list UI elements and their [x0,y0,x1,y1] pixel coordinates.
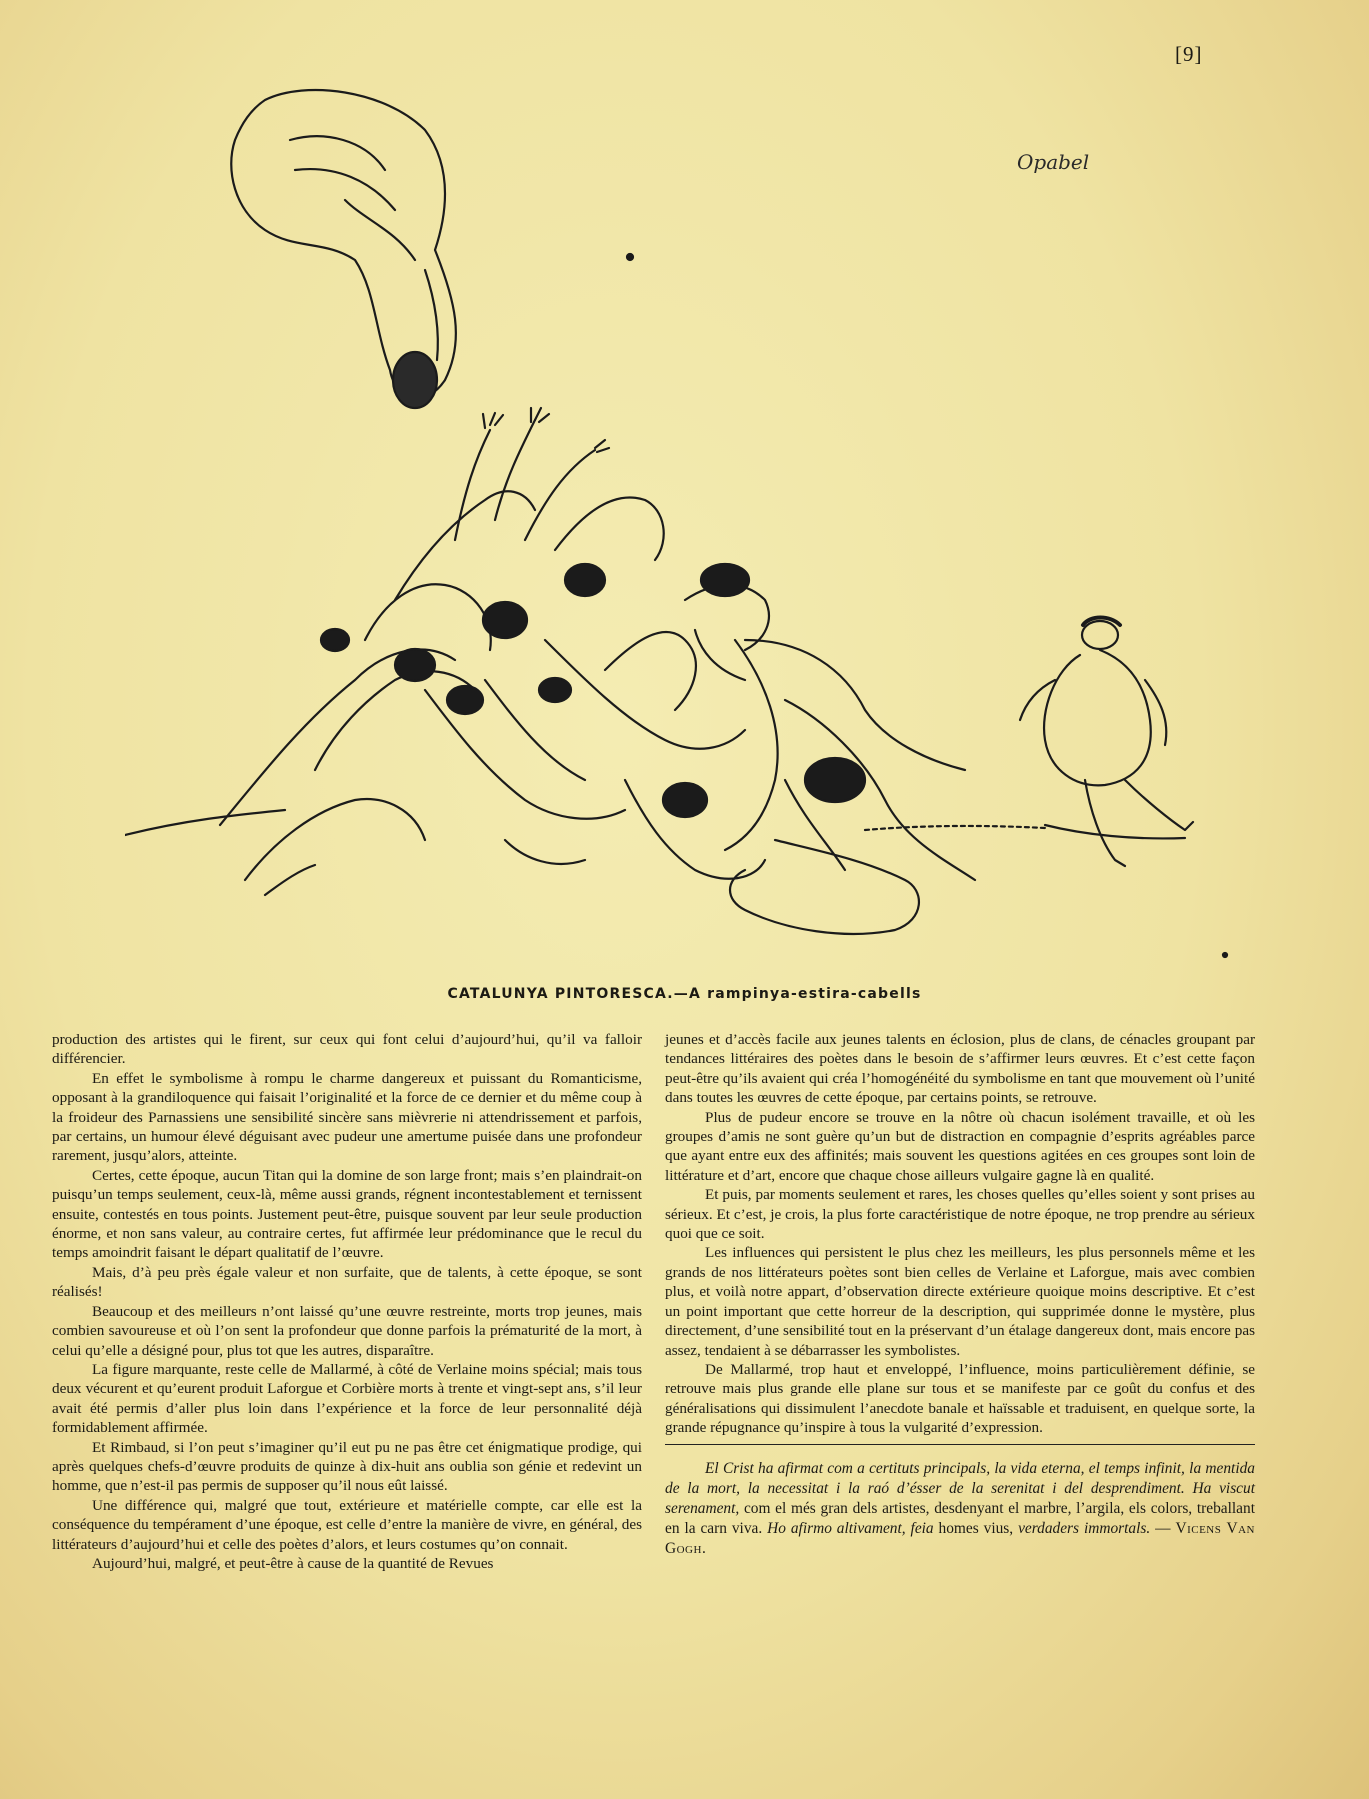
quote-dash: — [1150,1519,1176,1537]
cartoon-illustration [125,80,1235,980]
section-divider [665,1444,1255,1445]
left-text-column [52,1030,642,1573]
paragraph: En effet le symbolisme à rompu le charme dangereux et puissant du Romanticisme, opposant à la grandiloquence qui faisait l’originalité et la force de ce dernier et du même coup à la froideur des Parnassiens une sensibilité sincère sans mièvrerie ni attendrissement et parfois, par certains, un humour élevé déguisant avec pudeur une amertume puisée dans une profondeur rarement, jusqu’alors, atteinte. [52,1069,642,1165]
paragraph: Beaucoup et des meilleurs n’ont laissé qu’une œuvre restreinte, morts trop jeunes, mais combien savoureuse et où l’on sent la profondeur que donne parfois la prématurité de la mort, à celui qu’elle a désigné pour, plus tot que les autres, disparaître. [52,1302,642,1359]
quote-author: Vicens Van Gogh. [665,1519,1256,1557]
brawling-crowd-drawing [125,408,765,895]
paragraph: Et Rimbaud, si l’on peut s’imaginer qu’il eut pu ne pas être cet énigmatique prodige, qui après quelques chefs-d’œuvre produits de quinze à dix-huit ans oublia son génie et redevint un homme, que n’est-il pas permis de supposer qu’il nous eût laissé. [52,1438,642,1495]
paragraph: Mais, d’à peu près égale valeur et non surfaite, que de talents, à cette époque, se sont réalisés! [52,1263,642,1301]
paragraph: Aujourd’hui, malgré, et peut-être à cause de la quantité de Revues [92,1554,494,1572]
caption-title: CATALUNYA PINTORESCA. [447,986,674,1002]
paragraph: Certes, cette époque, aucun Titan qui la domine de son large front; mais s’en plaindrait-on puisqu’un temps seulement, ceux-là, même aussi grands, régnent incontestablement et ternissent ensuite, contestés en tous points. Justement peut-être, puisque souvent par leur seule production énorme, et non sans valeur, au contraire certes, fut affirmée leur prédominance que le recul du temps amoindrit faisant le départ qualitatif de l’œuvre. [52,1166,642,1262]
quote-italic-part: verdaders immortals. [1018,1519,1151,1537]
caption-subtitle: A rampinya-estira-cabells [689,986,922,1002]
right-text-column [665,1030,1255,1559]
paragraph: Une différence qui, malgré que tout, extérieure et matérielle compte, car elle est la conséquence du tempérament d’une époque, est celle d’entre la manière de vivre, en général, des littérateurs d’aujourd’hui et celle des poètes d’alors, et leurs costumes qu’on connait. [52,1496,642,1553]
page-number: [9] [1175,42,1203,66]
paragraph: Les influences qui persistent le plus chez les meilleurs, les plus personnels même et les grands de nos littérateurs poètes sont bien celles de Verlaine et Laforgue, mais avec combien plus, et voilà notre appart, d’observation directe extérieure quoique moins descriptive. Et c’est un point important que cette horreur de la description, qui supprimée donne le mystère, plus directement, d’une sensibilité tout en la préservant d’un étalage dangereux dont, mais encore pas assez, tendaient à se débarrasser les symbolistes. [665,1244,1255,1359]
paragraph: jeunes et d’accès facile aux jeunes talents en éclosion, plus de clans, de cénacles groupant par tendances littéraires des poètes dans le besoin de s’affirmer leurs œuvres. Et c’est cette façon peut-être qu’ils avaient qui créa l’homogénéité du symbolisme en tant que mouvement où l’unité dans toutes les œuvres de cette époque, par certains points, se retrouve. [665,1031,1255,1107]
paragraph: La figure marquante, reste celle de Mallarmé, à côté de Verlaine moins spécial; mais tous deux vécurent et qu’eurent produit Laforgue et Corbière morts à trente et vingt-sept ans, s’il leur avait été permis d’aller plus loin dans l’expérience et la force de leur personnalité déjà formidablement affirmée. [52,1360,642,1437]
paragraph: Et puis, par moments seulement et rares, les choses quelles qu’elles soient y sont prises au sérieux. Et c’est, je crois, la plus forte caractéristique de notre époque, ne trop prendre au sérieux quoi que ce soit. [665,1186,1255,1243]
quote-italic-part: Ho afirmo altivament, feia [767,1519,934,1537]
caption-separator: — [673,986,689,1002]
paragraph: Plus de pudeur encore se trouve en la nôtre où chacun isolément travaille, et où les groupes d’amis ne sont guère qu’un but de distraction en compagnie d’esprits agréables parce que ayant entre eux des affinités; mais souvent les questions agitées en ces groupes sont loin de littérature et d’art, encore que chaque chose ailleurs vulgaire gagne là en qualité. [665,1108,1255,1184]
quote-roman-part: com el més gran dels artistes, desdenyant el marbre, l’argila, els colors, treballant en la carn viva. [665,1499,1255,1537]
quote-italic-part: El Crist ha afirmat com a certituts principals, la vida eterna, el temps infinit, la mentida de la mort, la necessitat i la raó d’ésser de la serenitat i del desprendiment. Ha viscut serenament, [665,1459,1255,1517]
illustration-caption [0,986,1369,1002]
quote-roman-part: homes vius, [933,1519,1019,1537]
floating-wig-drawing [231,90,456,408]
paragraph: De Mallarmé, trop haut et enveloppé, l’influence, moins particulièrement définie, se retrouve mais plus grande elle plane sur tous et se manifeste par ce goût du confus et des généralisations qui dissimulent l’anecdote banale et haïssable et traduisent, en quelque sorte, la grande répugnance qu’inspire à tous la vulgarité d’expression. [665,1360,1255,1437]
van-gogh-quote [665,1459,1255,1559]
running-man-drawing [1020,618,1193,867]
paragraph: production des artistes qui le firent, sur ceux qui font celui d’aujourd’hui, qu’il va falloir différencier. [52,1031,642,1068]
artist-signature: Opabel [1017,150,1090,174]
